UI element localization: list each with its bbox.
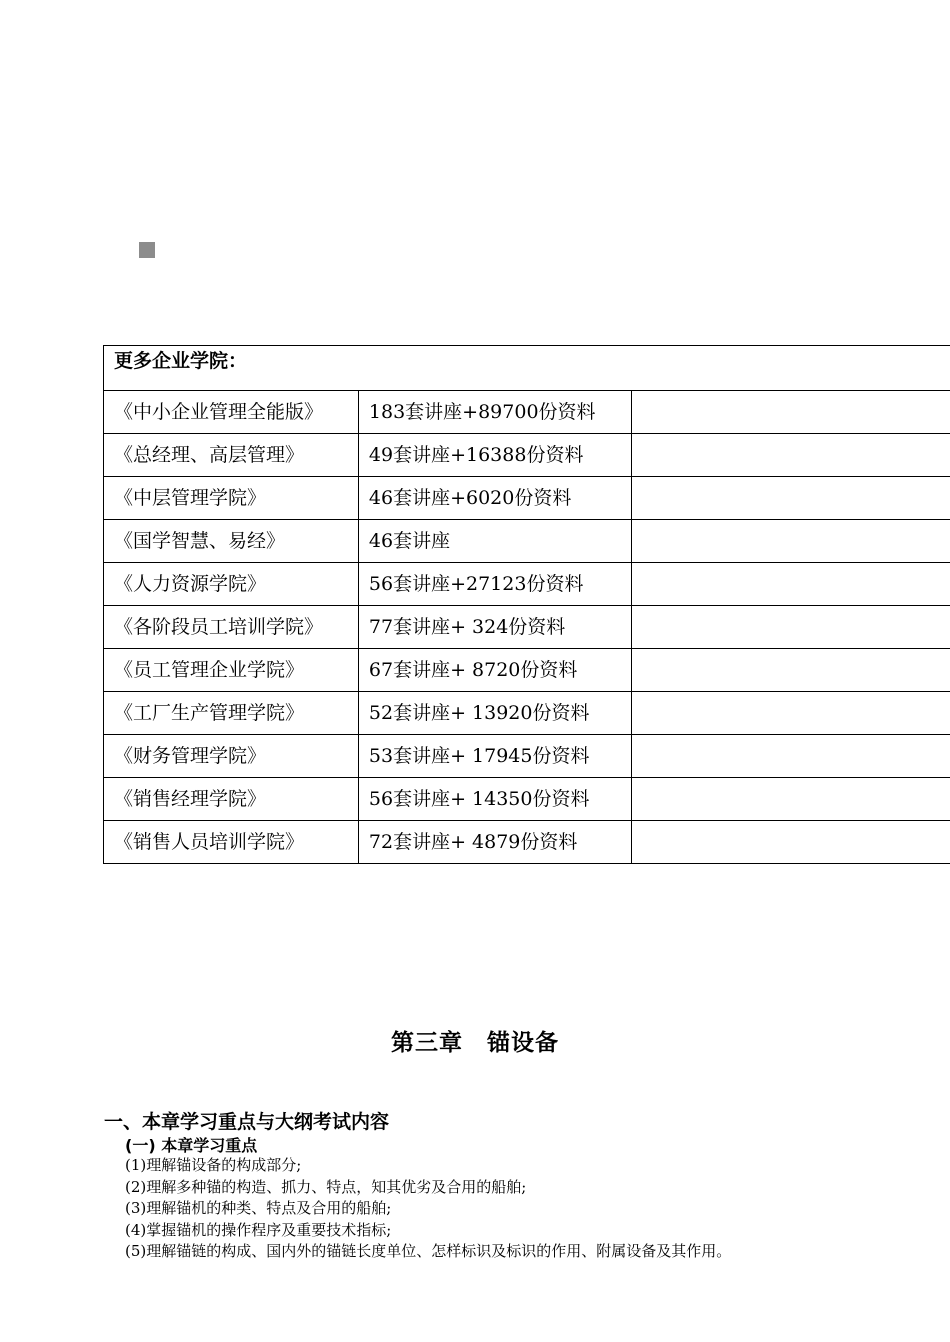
subsection-heading: (一) 本章学习重点 [125,1136,258,1155]
table-row [104,649,950,692]
table-row [104,692,950,735]
list-item: (1)理解锚设备的构成部分; [125,1156,302,1174]
empty-cell [632,391,950,434]
list-item: (4)掌握锚机的操作程序及重要技术指标; [125,1220,392,1239]
list-item: (2)理解多种锚的构造、抓力、特点，知其优劣及合用的船舶; [125,1177,527,1196]
table-row [104,778,950,821]
academy-name-cell: 《员工管理企业学院》 [104,649,359,692]
empty-cell [632,434,950,477]
empty-cell [632,606,950,649]
key-points-list [125,1155,731,1263]
resource-table [103,345,950,864]
table-row [104,520,950,563]
empty-cell [632,649,950,692]
academy-name-cell: 《销售经理学院》 [104,778,359,821]
resource-count-cell: 46套讲座+6020份资料 [358,477,631,520]
table-row [104,391,950,434]
empty-cell [632,778,950,821]
academy-name-cell: 《中层管理学院》 [104,477,359,520]
empty-cell [632,477,950,520]
table-row [104,477,950,520]
resource-count-cell: 67套讲座+ 8720份资料 [358,649,631,692]
resource-count-cell: 183套讲座+89700份资料 [358,391,631,434]
table-row [104,821,950,864]
table-row [104,563,950,606]
resource-count-cell: 49套讲座+16388份资料 [358,434,631,477]
academy-name-cell: 《工厂生产管理学院》 [104,692,359,735]
chapter-title: 第三章 锚设备 [391,1030,559,1056]
table-header-row [104,346,950,391]
list-item: (3)理解锚机的种类、特点及合用的船舶; [125,1199,392,1217]
section-heading: 一、本章学习重点与大纲考试内容 [104,1111,390,1133]
academy-name-cell: 《中小企业管理全能版》 [104,391,359,434]
academy-name-cell: 《销售人员培训学院》 [104,821,359,864]
empty-cell [632,692,950,735]
resource-count-cell: 72套讲座+ 4879份资料 [358,821,631,864]
resource-count-cell: 56套讲座+ 14350份资料 [358,778,631,821]
resource-count-cell: 46套讲座 [358,520,631,563]
table-header-label: 更多企业学院： [114,350,248,372]
table-row [104,606,950,649]
bullet-square-icon [139,242,155,258]
table-row [104,735,950,778]
table-row [104,434,950,477]
academy-name-cell: 《总经理、高层管理》 [104,434,359,477]
empty-cell [632,735,950,778]
empty-cell [632,520,950,563]
academy-name-cell: 《国学智慧、易经》 [104,520,359,563]
table-header [104,346,950,391]
academy-name-cell: 《各阶段员工培训学院》 [104,606,359,649]
resource-count-cell: 77套讲座+ 324份资料 [358,606,631,649]
academy-name-cell: 《人力资源学院》 [104,563,359,606]
resource-count-cell: 52套讲座+ 13920份资料 [358,692,631,735]
empty-cell [632,563,950,606]
resource-count-cell: 53套讲座+ 17945份资料 [358,735,631,778]
list-item: (5)理解锚链的构成、国内外的锚链长度单位、怎样标识及标识的作用、附属设备及其作用。 [125,1242,732,1260]
resource-count-cell: 56套讲座+27123份资料 [358,563,631,606]
academy-name-cell: 《财务管理学院》 [104,735,359,778]
empty-cell [632,821,950,864]
